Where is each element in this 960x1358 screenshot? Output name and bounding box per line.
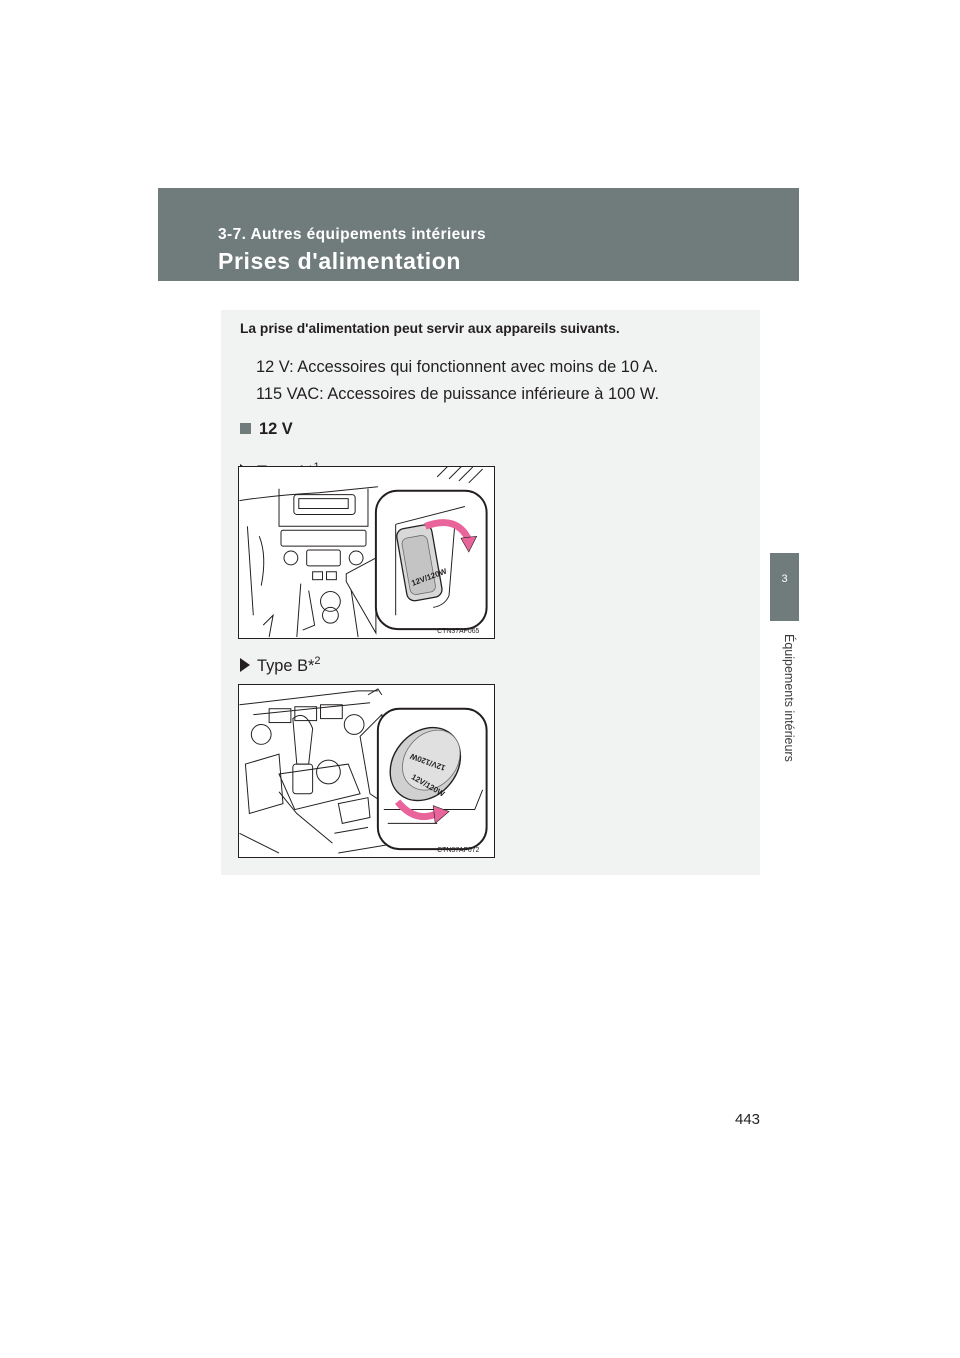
page-number: 443 bbox=[735, 1111, 761, 1128]
svg-text:12V/120W: 12V/120W bbox=[408, 751, 447, 773]
subheading-12v bbox=[240, 420, 293, 439]
type-b-text: Type B* bbox=[257, 657, 315, 675]
intro-text: La prise d'alimentation peut servir aux appareils suivants. bbox=[240, 321, 620, 336]
chapter-title: Équipements intérieurs bbox=[782, 634, 796, 762]
section-label: 3-7. Autres équipements intérieurs bbox=[218, 226, 486, 243]
chapter-number: 3 bbox=[781, 573, 788, 585]
triangle-bullet-icon bbox=[240, 658, 250, 672]
square-bullet-icon bbox=[240, 423, 251, 434]
spec-115vac: 115 VAC: Accessoires de puissance inférieure à 100 W. bbox=[256, 385, 660, 403]
spec-12v: 12 V: Accessoires qui fonctionnent avec moins de 10 A. bbox=[256, 358, 659, 376]
subheading-text: 12 V bbox=[259, 420, 293, 438]
figure-a-code: CTN37AF065 bbox=[437, 628, 480, 636]
console-power-outlet-illustration bbox=[239, 685, 494, 857]
figure-type-a bbox=[238, 466, 495, 639]
dashboard-power-outlet-illustration bbox=[239, 467, 494, 638]
figure-b-cap-text: 12V/120W bbox=[409, 772, 447, 799]
type-b-footnote: 2 bbox=[314, 655, 321, 667]
figure-a-cap-text: 12V/120W bbox=[410, 566, 448, 588]
figure-type-b bbox=[238, 684, 495, 858]
page-title: Prises d'alimentation bbox=[218, 248, 462, 274]
figure-b-code: CTN37AF072 bbox=[437, 847, 480, 855]
type-b-label bbox=[240, 655, 321, 676]
chapter-tab[interactable] bbox=[770, 553, 799, 621]
